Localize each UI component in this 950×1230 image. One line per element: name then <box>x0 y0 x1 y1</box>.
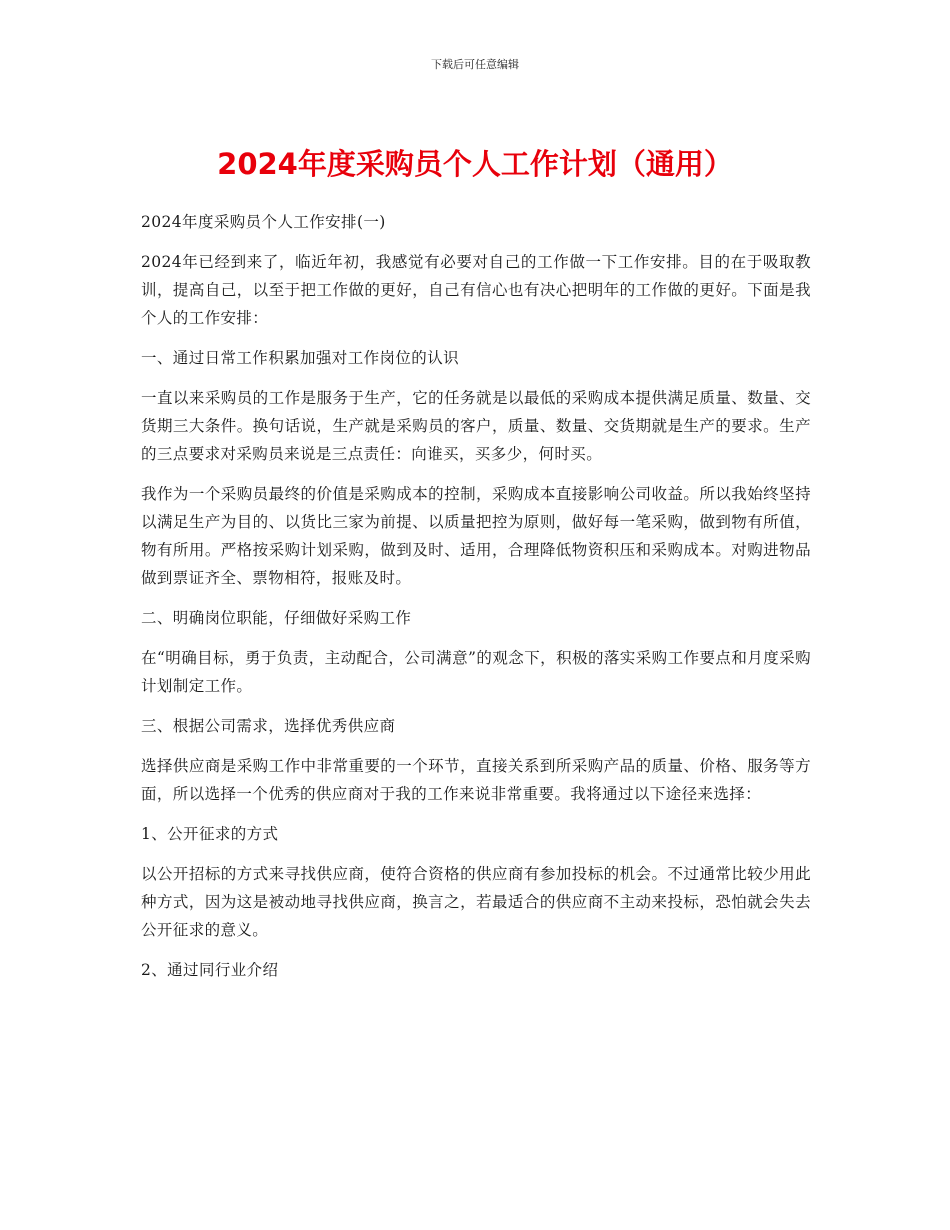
paragraph-body-1: 一直以来采购员的工作是服务于生产，它的任务就是以最低的采购成本提供满足质量、数量、交货期三大条件。换句话说，生产就是采购员的客户，质量、数量、交货期就是生产的要求。生产的三点要求对采购员来说是三点责任：向谁买，买多少，何时买。 <box>141 389 811 463</box>
paragraph-subheading-1: 1、公开征求的方式 <box>141 825 279 843</box>
paragraph-heading-1: 一、通过日常工作积累加强对工作岗位的认识 <box>141 349 460 367</box>
header-note: 下载后可任意编辑 <box>431 58 519 71</box>
paragraph-body-3: 在“明确目标，勇于负责，主动配合，公司满意”的观念下，积极的落实采购工作要点和月度采购计划制定工作。 <box>141 649 811 695</box>
paragraph-section-heading: 2024年度采购员个人工作安排(一) <box>141 213 386 231</box>
paragraph-subheading-2: 2、通过同行业介绍 <box>141 961 279 979</box>
document-title: 2024年度采购员个人工作计划（通用） <box>217 147 733 181</box>
paragraph-body-5: 以公开招标的方式来寻找供应商，使符合资格的供应商有参加投标的机会。不过通常比较少用此种方式，因为这是被动地寻找供应商，换言之，若最适合的供应商不主动来投标，恐怕就会失去公开征求的意义。 <box>141 865 811 939</box>
paragraph-heading-3: 三、根据公司需求，选择优秀供应商 <box>141 717 396 735</box>
paragraph-heading-2: 二、明确岗位职能，仔细做好采购工作 <box>141 609 412 627</box>
paragraph-intro: 2024年已经到来了，临近年初，我感觉有必要对自己的工作做一下工作安排。目的在于吸取教训，提高自己，以至于把工作做的更好，自己有信心也有决心把明年的工作做的更好。下面是我个人的工作安排： <box>141 253 811 327</box>
paragraph-body-2: 我作为一个采购员最终的价值是采购成本的控制，采购成本直接影响公司收益。所以我始终坚持以满足生产为目的、以货比三家为前提、以质量把控为原则，做好每一笔采购，做到物有所值，物有所用。严格按采购计划采购，做到及时、适用，合理降低物资积压和采购成本。对购进物品做到票证齐全、票物相符，报账及时。 <box>141 485 811 587</box>
document-body <box>141 208 811 996</box>
paragraph-body-4: 选择供应商是采购工作中非常重要的一个环节，直接关系到所采购产品的质量、价格、服务等方面，所以选择一个优秀的供应商对于我的工作来说非常重要。我将通过以下途径来选择： <box>141 757 811 803</box>
